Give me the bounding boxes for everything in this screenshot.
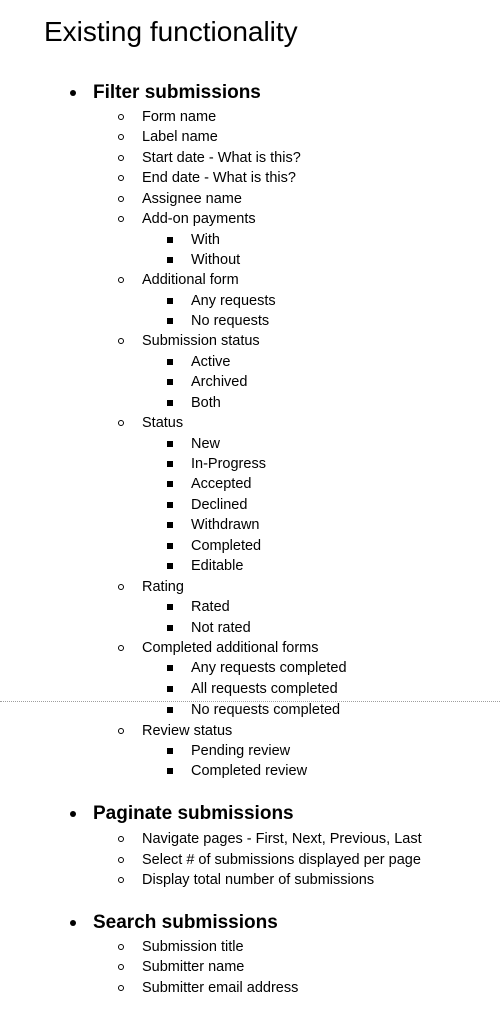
- list-item: [116, 168, 296, 188]
- list-item-text: Submitter name: [142, 959, 245, 975]
- disc-bullet-icon: [70, 811, 76, 817]
- list-item-text: Additional form: [142, 272, 239, 288]
- list-item: [116, 957, 244, 977]
- circle-bullet-icon: [118, 645, 124, 651]
- sub-list-item: [165, 515, 260, 535]
- square-bullet-icon: [167, 625, 173, 631]
- list-item: [116, 331, 260, 351]
- sub-list-item-text: No requests: [191, 313, 270, 329]
- list-item-text: Review status: [142, 723, 233, 739]
- list-item-text: Status: [142, 415, 184, 431]
- circle-bullet-icon: [118, 216, 124, 222]
- list-item: [116, 127, 218, 147]
- list-item-text: Form name: [142, 109, 217, 125]
- sub-list-item-text: No requests completed: [191, 702, 341, 718]
- sub-list-item-text: Rated: [191, 599, 230, 615]
- sub-list-item: [165, 495, 247, 515]
- circle-bullet-icon: [118, 964, 124, 970]
- list-item: [116, 638, 319, 658]
- square-bullet-icon: [167, 461, 173, 467]
- sub-list-item-text: Editable: [191, 558, 244, 574]
- sub-list-item: [165, 700, 340, 720]
- list-item: [116, 270, 239, 290]
- square-bullet-icon: [167, 707, 173, 713]
- sub-list-item-text: Without: [191, 252, 241, 268]
- sub-list-item-text: Withdrawn: [191, 517, 260, 533]
- list-item: [116, 978, 298, 998]
- square-bullet-icon: [167, 441, 173, 447]
- sub-list-item-text: All requests completed: [191, 681, 338, 697]
- list-item: [116, 577, 184, 597]
- sub-list-item: [165, 679, 338, 699]
- sub-list-item: [165, 352, 231, 372]
- list-item: [116, 721, 232, 741]
- sub-list-item: [165, 250, 240, 270]
- sub-list-item-text: With: [191, 232, 220, 248]
- sub-list-item: [165, 311, 269, 331]
- sub-list-item: [165, 474, 251, 494]
- section-heading-filter-submissions: [67, 81, 261, 105]
- list-item-text: Navigate pages - First, Next, Previous, Last: [142, 831, 422, 847]
- circle-bullet-icon: [118, 114, 124, 120]
- sub-list-item: [165, 291, 276, 311]
- circle-bullet-icon: [118, 420, 124, 426]
- circle-bullet-icon: [118, 857, 124, 863]
- list-item: [116, 189, 242, 209]
- list-item: [116, 850, 421, 870]
- list-item-text: Add-on payments: [142, 211, 256, 227]
- sub-list-item-text: Both: [191, 395, 221, 411]
- list-item: [116, 937, 244, 957]
- list-item: [116, 107, 216, 127]
- sub-list-item-text: Pending review: [191, 743, 291, 759]
- circle-bullet-icon: [118, 175, 124, 181]
- list-item-text: Submission status: [142, 333, 260, 349]
- circle-bullet-icon: [118, 277, 124, 283]
- list-item-text: Submission title: [142, 939, 244, 955]
- sub-list-item: [165, 434, 220, 454]
- sub-list-item-text: Declined: [191, 497, 248, 513]
- square-bullet-icon: [167, 481, 173, 487]
- square-bullet-icon: [167, 400, 173, 406]
- square-bullet-icon: [167, 768, 173, 774]
- list-item-text: Assignee name: [142, 191, 242, 207]
- circle-bullet-icon: [118, 155, 124, 161]
- sub-list-item-text: Any requests completed: [191, 660, 347, 676]
- square-bullet-icon: [167, 522, 173, 528]
- sub-list-item: [165, 741, 290, 761]
- sub-list-item-text: Completed: [191, 538, 262, 554]
- circle-bullet-icon: [118, 134, 124, 140]
- circle-bullet-icon: [118, 944, 124, 950]
- square-bullet-icon: [167, 748, 173, 754]
- sub-list-item-text: New: [191, 436, 221, 452]
- square-bullet-icon: [167, 686, 173, 692]
- square-bullet-icon: [167, 563, 173, 569]
- disc-bullet-icon: [70, 920, 76, 926]
- list-item: [116, 209, 256, 229]
- section-heading-text: Paginate submissions: [93, 803, 294, 824]
- sub-list-item: [165, 230, 220, 250]
- disc-bullet-icon: [70, 90, 76, 96]
- square-bullet-icon: [167, 359, 173, 365]
- circle-bullet-icon: [118, 728, 124, 734]
- sub-list-item: [165, 536, 261, 556]
- sub-list-item: [165, 372, 247, 392]
- sub-list-item: [165, 454, 266, 474]
- square-bullet-icon: [167, 543, 173, 549]
- square-bullet-icon: [167, 237, 173, 243]
- sub-list-item-text: Completed review: [191, 763, 308, 779]
- sub-list-item: [165, 618, 251, 638]
- sub-list-item-text: In-Progress: [191, 456, 266, 472]
- sub-list-item-text: Accepted: [191, 476, 252, 492]
- list-item-text: Submitter email address: [142, 980, 299, 996]
- circle-bullet-icon: [118, 836, 124, 842]
- square-bullet-icon: [167, 502, 173, 508]
- list-item: [116, 870, 374, 890]
- list-item: [116, 413, 183, 433]
- square-bullet-icon: [167, 318, 173, 324]
- square-bullet-icon: [167, 379, 173, 385]
- list-item-text: Select # of submissions displayed per page: [142, 852, 421, 868]
- circle-bullet-icon: [118, 584, 124, 590]
- document-title: Existing functionality: [44, 16, 298, 47]
- section-heading-search-submissions: [67, 911, 278, 935]
- circle-bullet-icon: [118, 877, 124, 883]
- square-bullet-icon: [167, 665, 173, 671]
- section-heading-paginate-submissions: [67, 802, 294, 826]
- square-bullet-icon: [167, 298, 173, 304]
- square-bullet-icon: [167, 604, 173, 610]
- list-item-text: Label name: [142, 129, 218, 145]
- sub-list-item: [165, 761, 307, 781]
- list-item-text: Display total number of submissions: [142, 872, 375, 888]
- circle-bullet-icon: [118, 985, 124, 991]
- list-item-text: Completed additional forms: [142, 640, 319, 656]
- sub-list-item: [165, 597, 230, 617]
- sub-list-item: [165, 393, 221, 413]
- section-heading-text: Search submissions: [93, 912, 278, 933]
- list-item-text: End date - What is this?: [142, 170, 296, 186]
- section-heading-text: Filter submissions: [93, 82, 261, 103]
- circle-bullet-icon: [118, 338, 124, 344]
- sub-list-item-text: Active: [191, 354, 231, 370]
- square-bullet-icon: [167, 257, 173, 263]
- list-item-text: Rating: [142, 579, 184, 595]
- sub-list-item-text: Archived: [191, 374, 248, 390]
- sub-list-item-text: Not rated: [191, 620, 251, 636]
- sub-list-item: [165, 658, 347, 678]
- list-item: [116, 829, 422, 849]
- circle-bullet-icon: [118, 196, 124, 202]
- sub-list-item-text: Any requests: [191, 293, 276, 309]
- sub-list-item: [165, 556, 243, 576]
- list-item-text: Start date - What is this?: [142, 150, 301, 166]
- list-item: [116, 148, 301, 168]
